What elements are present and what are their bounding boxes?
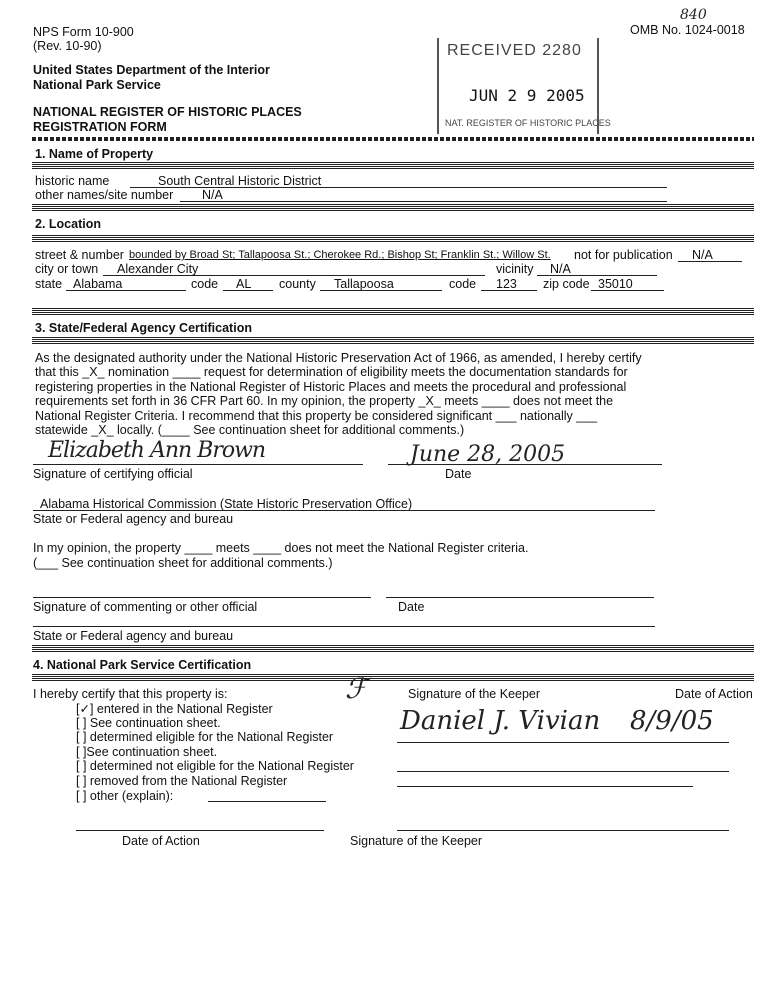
certification-text-5: National Register Criteria. I recommend that this property be considered significant ___ nationally ___ — [35, 409, 598, 423]
option-entered: [✓] entered in the National Register — [76, 702, 273, 716]
certifying-official-signature: Elizabeth Ann Brown — [48, 438, 266, 463]
certify-statement: I hereby certify that this property is: — [33, 687, 228, 701]
keeper-signature: Daniel J. Vivian — [400, 706, 601, 736]
option-not-eligible: [ ] determined not eligible for the National Register — [76, 759, 354, 773]
divider — [32, 235, 754, 242]
not-for-publication-value: N/A — [692, 248, 713, 262]
option-continuation-2: [ ]See continuation sheet. — [76, 745, 218, 759]
stamp-office: NAT. REGISTER OF HISTORIC PLACES — [445, 118, 611, 128]
form-number: NPS Form 10-900 — [33, 25, 134, 39]
not-for-publication-label: not for publication — [574, 248, 673, 262]
commenting-date-label: Date — [398, 600, 425, 614]
bottom-date-label: Date of Action — [122, 834, 200, 848]
action-label: Date of Action — [675, 687, 753, 701]
commenting-official-label: Signature of commenting or other official — [33, 600, 258, 614]
certification-text-3: registering properties in the National Register of Historic Places and meets the procedural and professional — [35, 380, 627, 394]
opinion-text: In my opinion, the property ____ meets ____ does not meet the National Register criteria. — [33, 541, 529, 555]
section-4-heading: 4. National Park Service Certification — [33, 658, 252, 672]
form-revision: (Rev. 10-90) — [33, 39, 102, 53]
section-1-heading: 1. Name of Property — [35, 147, 154, 161]
vicinity-value: N/A — [550, 262, 571, 276]
certification-text-4: requirements set forth in 36 CFR Part 60. In my opinion, the property _X_ meets ____ does not meet the — [35, 394, 614, 408]
department: United States Department of the Interior — [33, 63, 270, 77]
state-code-value: AL — [236, 277, 252, 291]
agency-label: State or Federal agency and bureau — [33, 512, 234, 526]
certification-text-6: statewide _X_ locally. (____ See continuation sheet for additional comments.) — [35, 423, 465, 437]
street-value: bounded by Broad St; Tallapoosa St.; Cherokee Rd.; Bishop St; Franklin St.; Willow St. — [129, 249, 551, 261]
divider — [32, 674, 754, 681]
county-value: Tallapoosa — [334, 277, 394, 291]
certifying-official-label: Signature of certifying official — [33, 467, 193, 481]
zip-label: zip code — [543, 277, 590, 291]
city-label: city or town — [35, 262, 99, 276]
divider — [32, 337, 754, 344]
form-title: NATIONAL REGISTER OF HISTORIC PLACES — [33, 105, 302, 119]
option-continuation-1: [ ] See continuation sheet. — [76, 716, 221, 730]
service: National Park Service — [33, 78, 161, 92]
divider — [32, 204, 754, 211]
zip-value: 35010 — [598, 277, 633, 291]
option-determined-eligible: [ ] determined eligible for the National Register — [76, 730, 334, 744]
agency-line — [33, 510, 655, 511]
divider — [32, 162, 754, 169]
keeper-line — [397, 771, 729, 772]
state-code-label: code — [191, 277, 219, 291]
date-line — [388, 464, 662, 465]
keeper-initial-mark: ℱ — [345, 672, 368, 705]
section-3-heading: 3. State/Federal Agency Certification — [35, 321, 252, 335]
section-2-heading: 2. Location — [35, 217, 101, 231]
signature-line — [33, 464, 363, 465]
action-date-handwritten: 8/9/05 — [630, 706, 714, 736]
certification-text-1: As the designated authority under the National Historic Preservation Act of 1966, as amended, I hereby certify — [35, 351, 642, 365]
agency-line — [33, 626, 655, 627]
divider — [32, 308, 754, 315]
form-subtitle: REGISTRATION FORM — [33, 120, 167, 134]
state-value: Alabama — [73, 277, 123, 291]
certification-text-2: that this _X_ nomination ____ request for determination of eligibility meets the documentation standards for — [35, 365, 628, 379]
bottom-keeper-line — [397, 830, 729, 831]
keeper-line — [397, 742, 729, 743]
keeper-label: Signature of the Keeper — [408, 687, 541, 701]
field-line — [180, 201, 667, 202]
county-label: county — [279, 277, 316, 291]
certifying-date-handwritten: June 28, 2005 — [410, 442, 566, 467]
signature-line — [33, 597, 371, 598]
state-label: state — [35, 277, 63, 291]
received-stamp — [437, 38, 611, 134]
stamp-received: RECEIVED 2280 — [447, 42, 582, 59]
other-names-value: N/A — [202, 188, 223, 202]
vicinity-label: vicinity — [496, 262, 534, 276]
historic-name-label: historic name — [35, 174, 110, 188]
divider — [32, 645, 754, 652]
other-line — [208, 801, 326, 802]
county-code-value: 123 — [496, 277, 517, 291]
opinion-continuation: (___ See continuation sheet for additional comments.) — [33, 556, 333, 570]
county-code-label: code — [449, 277, 477, 291]
keeper-line — [397, 786, 693, 787]
omb-number: OMB No. 1024-0018 — [630, 23, 745, 37]
agency-value: Alabama Historical Commission (State Historic Preservation Office) — [40, 497, 413, 511]
date-line — [386, 597, 654, 598]
agency-2-label: State or Federal agency and bureau — [33, 629, 234, 643]
omb-annotation: 840 — [680, 7, 707, 23]
certifying-date-label: Date — [445, 467, 472, 481]
option-other: [ ] other (explain): — [76, 789, 174, 803]
bottom-keeper-label: Signature of the Keeper — [350, 834, 483, 848]
bottom-date-line — [76, 830, 324, 831]
option-removed: [ ] removed from the National Register — [76, 774, 288, 788]
historic-name-value: South Central Historic District — [158, 174, 322, 188]
street-label: street & number — [35, 248, 124, 262]
stamp-date: JUN 2 9 2005 — [469, 86, 585, 105]
other-names-label: other names/site number — [35, 188, 174, 202]
divider — [32, 137, 754, 141]
city-value: Alexander City — [117, 262, 199, 276]
